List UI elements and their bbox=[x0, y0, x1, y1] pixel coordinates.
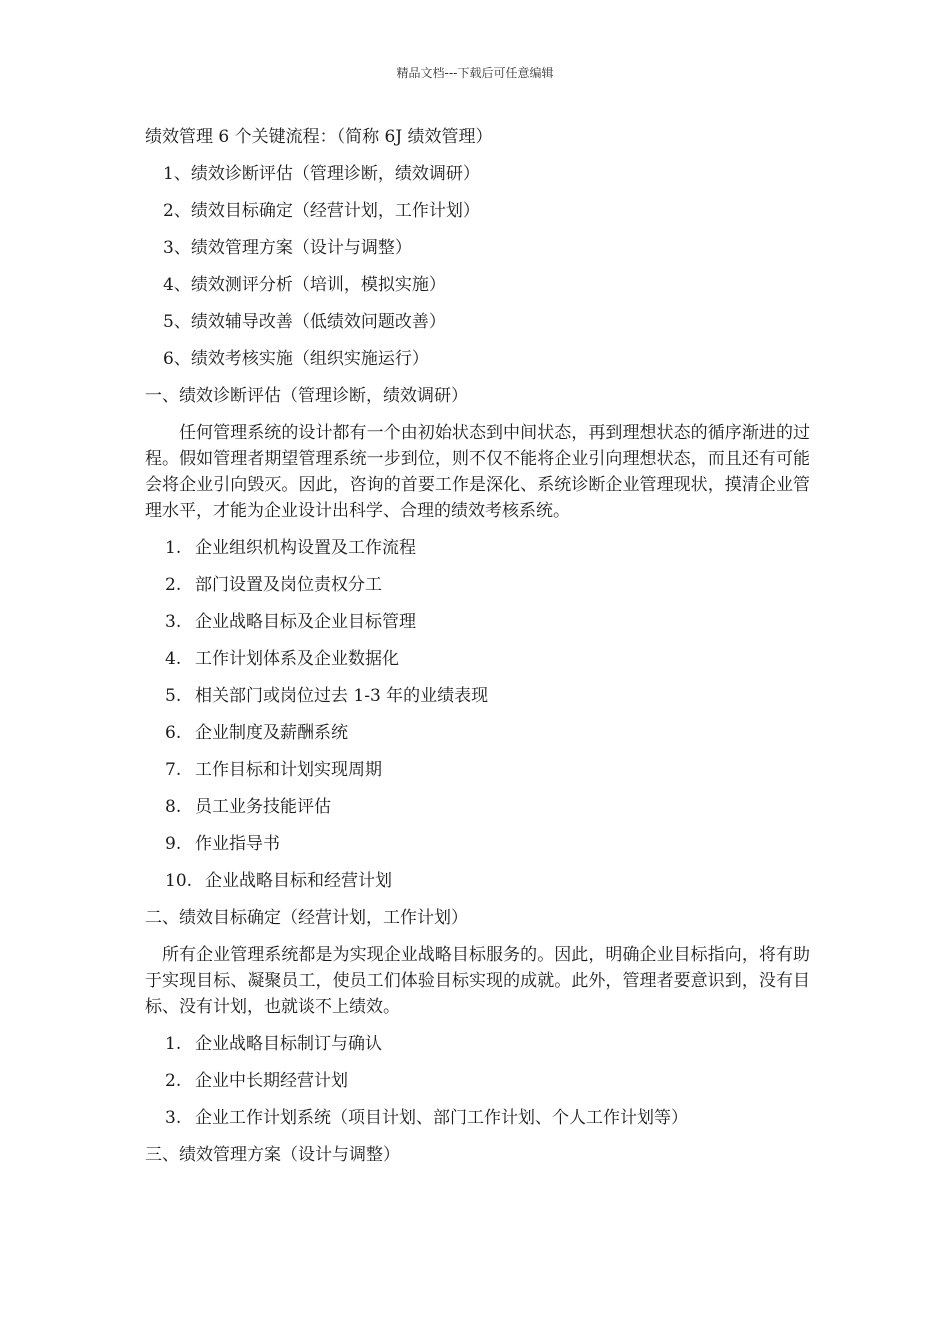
step-item: 4、绩效测评分析（培训，模拟实施） bbox=[163, 275, 446, 295]
list-number: 6. bbox=[165, 723, 182, 743]
list-item bbox=[145, 831, 810, 857]
section-paragraph: 任何管理系统的设计都有一个由初始状态到中间状态，再到理想状态的循序渐进的过程。假如管理者期望管理系统一步到位，则不仅不能将企业引向理想状态，而且还有可能会将企业引向毁灭。因此，咨询的首要工作是深化、系统诊断企业管理现状，摸清企业管理水平，才能为企业设计出科学、合理的绩效考核系统。 bbox=[145, 423, 810, 521]
section-heading: 二、绩效目标确定（经营计划，工作计划） bbox=[145, 908, 468, 928]
list-number: 2. bbox=[165, 575, 182, 595]
list-text: 企业制度及薪酬系统 bbox=[195, 723, 348, 743]
list-item bbox=[145, 868, 810, 894]
list-number: 5. bbox=[165, 686, 182, 706]
list-number: 3. bbox=[165, 1108, 182, 1128]
list-text: 企业中长期经营计划 bbox=[195, 1071, 348, 1091]
section-paragraph: 所有企业管理系统都是为实现企业战略目标服务的。因此，明确企业目标指向，将有助于实现目标、凝聚员工，使员工们体验目标实现的成就。此外，管理者要意识到，没有目标、没有计划，也就谈不上绩效。 bbox=[145, 945, 810, 1017]
list-text: 相关部门或岗位过去 1-3 年的业绩表现 bbox=[195, 686, 489, 706]
list-item bbox=[145, 720, 810, 746]
step-item: 6、绩效考核实施（组织实施运行） bbox=[163, 349, 429, 369]
list-number: 9. bbox=[165, 834, 182, 854]
list-text: 企业战略目标制订与确认 bbox=[195, 1034, 382, 1054]
list-item bbox=[145, 535, 810, 561]
list-item bbox=[145, 646, 810, 672]
list-text: 企业战略目标及企业目标管理 bbox=[195, 612, 416, 632]
list-text: 部门设置及岗位责权分工 bbox=[195, 575, 382, 595]
list-number: 4. bbox=[165, 649, 182, 669]
list-number: 1. bbox=[165, 538, 182, 558]
list-number: 8. bbox=[165, 797, 182, 817]
list-item bbox=[145, 1031, 810, 1057]
section-heading: 一、绩效诊断评估（管理诊断，绩效调研） bbox=[145, 386, 468, 406]
step-item: 5、绩效辅导改善（低绩效问题改善） bbox=[163, 312, 446, 332]
list-text: 工作计划体系及企业数据化 bbox=[195, 649, 399, 669]
document-title: 绩效管理 6 个关键流程：（简称 6J 绩效管理） bbox=[145, 127, 493, 147]
list-number: 1. bbox=[165, 1034, 182, 1054]
list-item bbox=[145, 1105, 810, 1131]
list-text: 企业组织机构设置及工作流程 bbox=[195, 538, 416, 558]
step-item: 1、绩效诊断评估（管理诊断，绩效调研） bbox=[163, 164, 480, 184]
step-item: 3、绩效管理方案（设计与调整） bbox=[163, 238, 412, 258]
step-item: 2、绩效目标确定（经营计划，工作计划） bbox=[163, 201, 480, 221]
document-body bbox=[145, 124, 810, 1168]
list-item bbox=[145, 572, 810, 598]
list-item bbox=[145, 1068, 810, 1094]
section-heading: 三、绩效管理方案（设计与调整） bbox=[145, 1145, 400, 1165]
list-text: 企业战略目标和经营计划 bbox=[205, 871, 392, 891]
list-text: 企业工作计划系统（项目计划、部门工作计划、个人工作计划等） bbox=[195, 1108, 688, 1128]
list-number: 3. bbox=[165, 612, 182, 632]
list-text: 员工业务技能评估 bbox=[195, 797, 331, 817]
list-number: 2. bbox=[165, 1071, 182, 1091]
list-item bbox=[145, 757, 810, 783]
page-header: 精品文档---下载后可任意编辑 bbox=[396, 66, 554, 80]
list-text: 工作目标和计划实现周期 bbox=[195, 760, 382, 780]
list-text: 作业指导书 bbox=[195, 834, 280, 854]
list-item bbox=[145, 683, 810, 709]
list-item bbox=[145, 794, 810, 820]
list-item bbox=[145, 609, 810, 635]
list-number: 7. bbox=[165, 760, 182, 780]
list-number: 10. bbox=[165, 871, 193, 891]
